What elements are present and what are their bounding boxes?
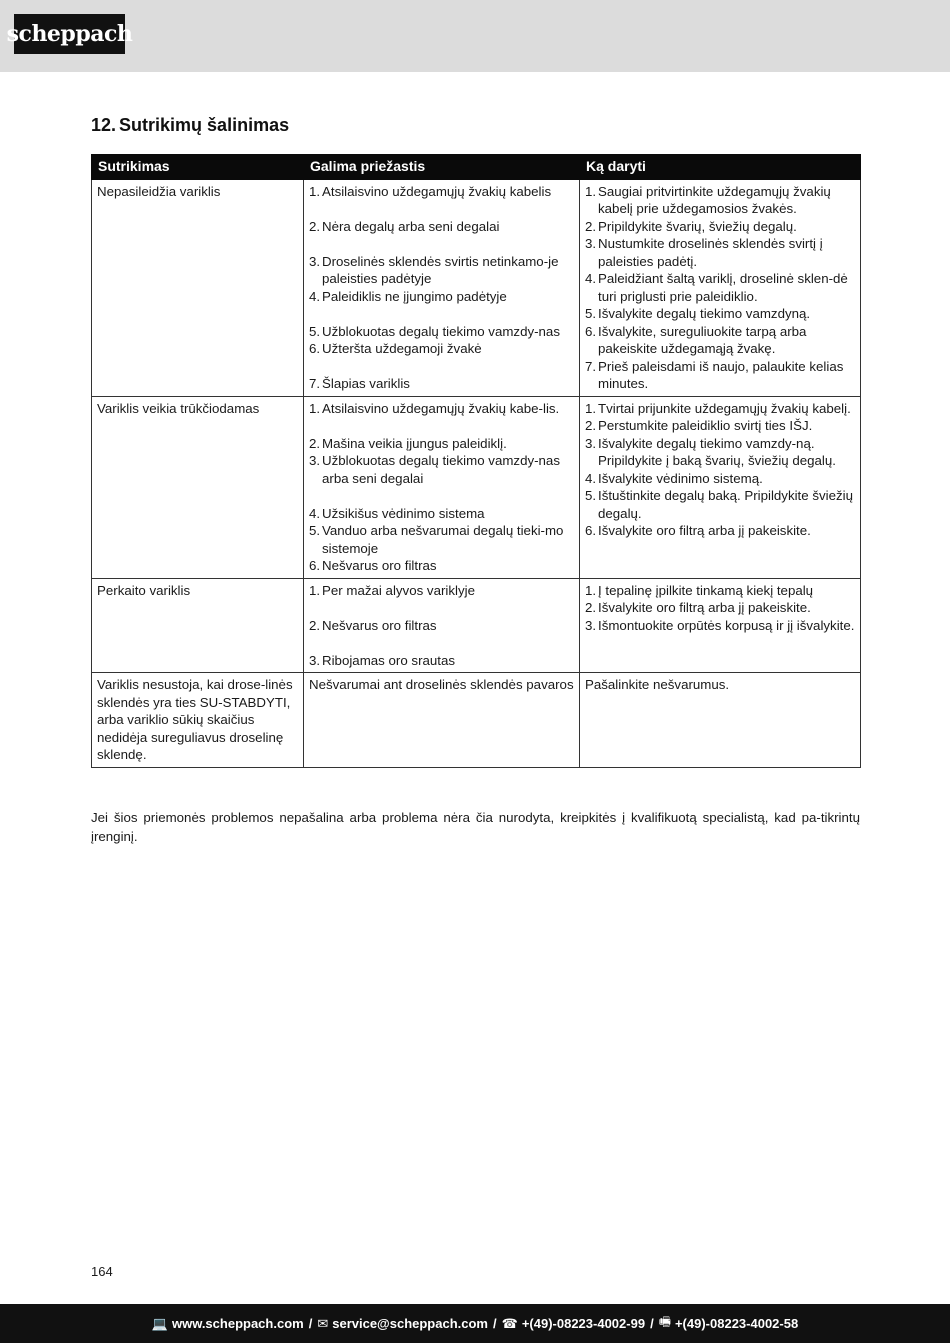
item-number: 4. xyxy=(585,271,597,286)
item-text: Saugiai pritvirtinkite uždegamųjų žvakių kabelį prie uždegamosios žvakės. xyxy=(598,183,831,216)
list-item xyxy=(309,557,574,575)
footer-phone: +(49)-08223-4002-99 xyxy=(521,1316,646,1331)
item-number: 6. xyxy=(585,323,597,339)
item-number: 1. xyxy=(309,183,321,199)
item-text: Išvalykite vėdinimo sistemą. xyxy=(598,470,763,486)
cause-cell: Nešvarumai ant droselinės sklendės pavaros xyxy=(304,673,580,768)
problem-cell: Variklis veikia trūkčiodamas xyxy=(92,396,304,578)
list-item xyxy=(585,305,855,323)
note-paragraph: Jei šios priemonės problemos nepašalina arba problema nėra čia nurodyta, kreipkitės į kvalifikuotą specialistą, kad pa-tikrintų įrenginį. xyxy=(91,810,860,844)
list-item xyxy=(309,218,574,236)
header-problem: Sutrikimas xyxy=(92,155,304,180)
list-item xyxy=(309,375,574,393)
item-text: Pripildykite švarių, šviežių degalų. xyxy=(598,218,797,234)
action-cell xyxy=(580,578,861,673)
list-item xyxy=(585,400,855,418)
item-text: Išvalykite degalų tiekimo vamzdy-ną. Pripildykite į baką švarių, šviežių degalų. xyxy=(598,435,836,468)
item-number: 2. xyxy=(309,435,321,451)
item-number: 2. xyxy=(309,218,321,234)
item-text: Vanduo arba nešvarumai degalų tieki-mo sistemoje xyxy=(322,523,564,556)
cause-cell xyxy=(304,396,580,578)
list-item xyxy=(309,505,574,523)
list-item xyxy=(585,435,855,470)
table-row xyxy=(92,179,861,396)
item-number: 7. xyxy=(309,376,321,391)
item-number: 3. xyxy=(309,253,321,269)
list-item xyxy=(309,253,574,288)
item-number: 7. xyxy=(585,358,597,374)
item-number: 5. xyxy=(585,306,597,321)
item-text: Nešvarus oro filtras xyxy=(322,558,437,573)
action-cell xyxy=(580,396,861,578)
item-text: Tvirtai prijunkite uždegamųjų žvakių kabelį. xyxy=(598,400,851,416)
item-text: Šlapias variklis xyxy=(322,376,410,391)
fax-icon: 🖷 xyxy=(658,1313,671,1329)
list-item xyxy=(585,235,855,270)
footer-bar xyxy=(0,1304,950,1343)
list-item xyxy=(309,617,574,635)
item-text: Užteršta uždegamoji žvakė xyxy=(322,341,482,356)
section-title-text: Sutrikimų šalinimas xyxy=(119,115,290,135)
header-cause: Galima priežastis xyxy=(304,155,580,180)
item-text: Paleidiklis ne įjungimo padėtyje xyxy=(322,288,507,304)
list-item xyxy=(309,400,574,418)
troubleshooting-table xyxy=(91,154,861,768)
list-item xyxy=(585,358,855,393)
section-title xyxy=(91,115,289,136)
list-item xyxy=(309,340,574,358)
item-number: 6. xyxy=(309,341,321,356)
list-item xyxy=(585,270,855,305)
cause-cell xyxy=(304,179,580,396)
list-item xyxy=(585,487,855,522)
item-text: Atsilaisvino uždegamųjų žvakių kabelis xyxy=(322,183,552,199)
list-item xyxy=(585,522,855,540)
list-item xyxy=(309,452,574,487)
item-number: 1. xyxy=(585,400,597,416)
item-number: 3. xyxy=(585,435,597,451)
separator: / xyxy=(650,1316,654,1331)
item-number: 4. xyxy=(309,288,321,304)
table-row xyxy=(92,578,861,673)
list-item xyxy=(585,617,855,635)
list-item xyxy=(309,288,574,306)
item-number: 1. xyxy=(585,582,597,598)
list-item xyxy=(309,522,574,557)
item-number: 3. xyxy=(309,652,321,668)
separator: / xyxy=(493,1316,497,1331)
item-number: 4. xyxy=(309,505,321,521)
item-text: Perstumkite paleidiklio svirtį ties IŠJ. xyxy=(598,418,813,433)
table-header-row xyxy=(92,155,861,180)
item-text: Per mažai alyvos variklyje xyxy=(322,582,475,598)
item-text: Užsikišus vėdinimo sistema xyxy=(322,505,485,521)
item-text: Išvalykite oro filtrą arba jį pakeiskite. xyxy=(598,523,811,538)
envelope-icon: ✉ xyxy=(317,1315,329,1331)
item-number: 6. xyxy=(585,523,597,538)
list-item xyxy=(309,323,574,341)
footer-fax: +(49)-08223-4002-58 xyxy=(674,1316,799,1331)
brand-logo xyxy=(6,14,133,54)
page-number: 164 xyxy=(91,1264,113,1279)
item-text: Prieš paleisdami iš naujo, palaukite kelias minutes. xyxy=(598,358,844,391)
item-number: 2. xyxy=(585,218,597,234)
item-text: Užblokuotas degalų tiekimo vamzdy-nas xyxy=(322,323,560,339)
problem-cell: Perkaito variklis xyxy=(92,578,304,673)
laptop-icon: 💻 xyxy=(151,1315,168,1331)
action-cell xyxy=(580,179,861,396)
item-text: Nėra degalų arba seni degalai xyxy=(322,218,500,234)
list-item xyxy=(585,183,855,218)
problem-cell: Variklis nesustoja, kai drose-linės sklendės yra ties SU-STABDYTI, arba variklio sūkių skaičius nedidėja sureguliavus droselinę sklendę. xyxy=(92,673,304,768)
item-number: 3. xyxy=(585,617,597,633)
item-number: 1. xyxy=(585,183,597,199)
item-number: 2. xyxy=(309,617,321,633)
item-number: 1. xyxy=(309,400,321,416)
item-text: Į tepalinę įpilkite tinkamą kiekį tepalų xyxy=(598,582,814,598)
item-number: 4. xyxy=(585,470,597,486)
list-item xyxy=(585,218,855,236)
cause-cell xyxy=(304,578,580,673)
item-number: 1. xyxy=(309,582,321,598)
logo-text: scheppach xyxy=(6,21,133,47)
item-number: 6. xyxy=(309,558,321,573)
table-row xyxy=(92,673,861,768)
separator: / xyxy=(308,1316,313,1331)
item-text: Išvalykite oro filtrą arba jį pakeiskite. xyxy=(598,600,811,615)
item-text: Nustumkite droselinės sklendės svirtį į paleisties padėtį. xyxy=(598,236,823,269)
item-number: 2. xyxy=(585,418,597,433)
list-item xyxy=(309,435,574,453)
problem-cell: Nepasileidžia variklis xyxy=(92,179,304,396)
header-action: Ką daryti xyxy=(580,155,861,180)
item-number: 5. xyxy=(585,488,597,503)
item-text: Droselinės sklendės svirtis netinkamo-je paleisties padėtyje xyxy=(322,253,559,286)
item-text: Mašina veikia įjungus paleidiklį. xyxy=(322,435,507,451)
item-text: Ištuštinkite degalų baką. Pripildykite šviežių degalų. xyxy=(598,488,853,521)
item-number: 5. xyxy=(309,523,321,538)
item-text: Užblokuotas degalų tiekimo vamzdy-nas arba seni degalai xyxy=(322,453,560,486)
item-number: 5. xyxy=(309,323,321,339)
list-item xyxy=(585,417,855,435)
item-text: Nešvarus oro filtras xyxy=(322,617,437,633)
table-row xyxy=(92,396,861,578)
list-item xyxy=(585,599,855,617)
list-item xyxy=(585,323,855,358)
phone-icon: ☎ xyxy=(501,1315,518,1331)
action-cell: Pašalinkite nešvarumus. xyxy=(580,673,861,768)
item-number: 3. xyxy=(309,453,321,468)
item-text: Išvalykite degalų tiekimo vamzdyną. xyxy=(598,306,811,321)
item-text: Ribojamas oro srautas xyxy=(322,652,456,668)
item-number: 2. xyxy=(585,600,597,615)
list-item xyxy=(585,470,855,488)
list-item xyxy=(309,652,574,670)
list-item xyxy=(309,582,574,600)
item-number: 3. xyxy=(585,236,597,251)
item-text: Paleidžiant šaltą variklį, droselinė sklen-dė turi priglusti prie paleidiklio. xyxy=(598,271,848,304)
list-item xyxy=(585,582,855,600)
header-band xyxy=(0,0,950,72)
item-text: Išvalykite, sureguliuokite tarpą arba pakeiskite uždegamąją žvakę. xyxy=(598,323,807,356)
list-item xyxy=(309,183,574,201)
item-text: Išmontuokite orpūtės korpusą ir jį išvalykite. xyxy=(598,617,855,633)
item-text: Atsilaisvino uždegamųjų žvakių kabe-lis. xyxy=(322,400,560,416)
footer-email[interactable]: service@scheppach.com xyxy=(332,1316,488,1331)
section-number: 12. xyxy=(91,115,117,135)
footer-website[interactable]: www.scheppach.com xyxy=(171,1316,304,1331)
